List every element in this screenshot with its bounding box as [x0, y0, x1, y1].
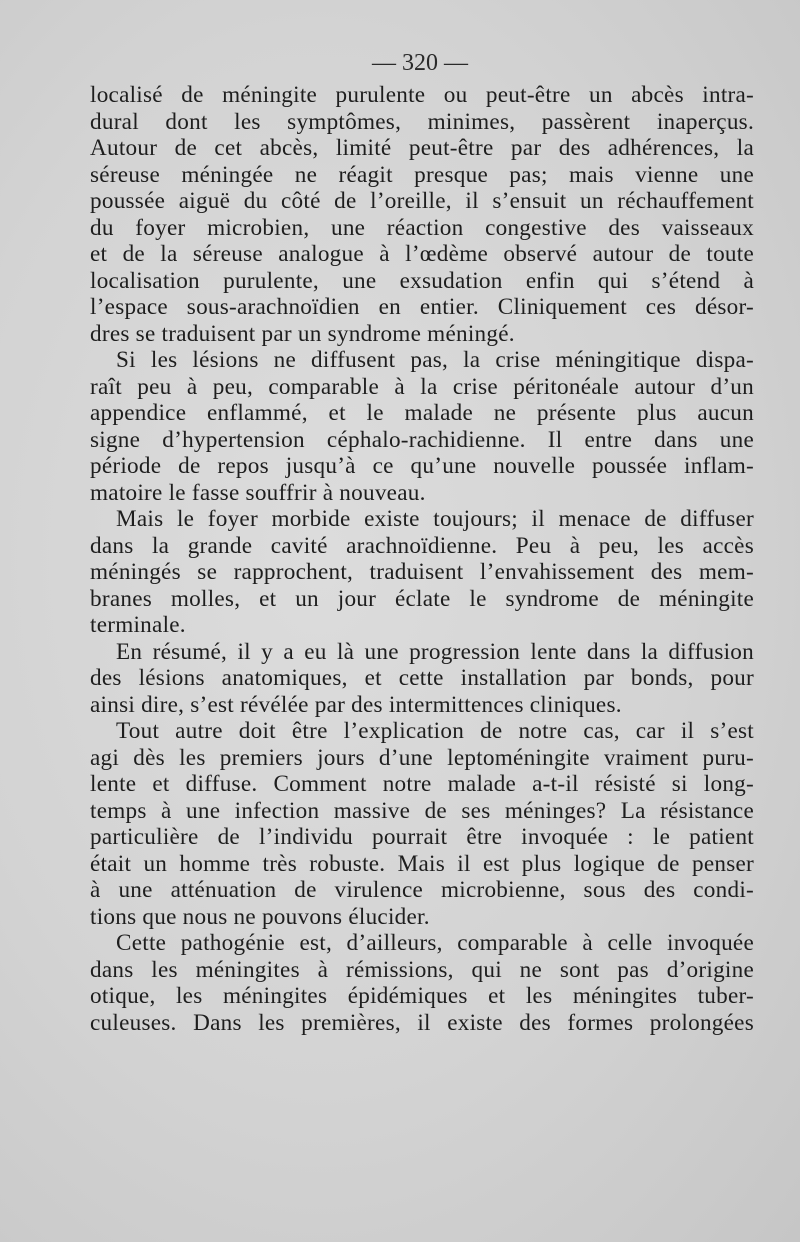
text-line: tions que nous ne pouvons élucider.	[90, 903, 430, 930]
text-line: l’espace sous-arachnoïdien en entier. Cliniquement ces désor-	[90, 294, 754, 320]
text-line: agi dès les premiers jours d’une leptoméningite vraiment puru-	[90, 744, 754, 771]
text-line: localisation purulente, une exsudation enfin qui s’étend à	[90, 267, 754, 294]
text-line: Autour de cet abcès, limité peut-être par des adhérences, la	[90, 135, 754, 161]
text-line: particulière de l’individu pourrait être invoquée : le patient	[90, 824, 754, 850]
text-line: à une atténuation de virulence microbienne, sous des condi-	[90, 877, 754, 903]
text-line: terminale.	[90, 612, 186, 638]
text-line: temps à une infection massive de ses méninges? La résistance	[90, 797, 754, 824]
paragraph-6	[90, 930, 754, 1036]
text-line: méningés se rapprochent, traduisent l’envahissement des mem-	[90, 559, 754, 585]
text-line: période de repos jusqu’à ce qu’une nouvelle poussée inflam-	[90, 453, 754, 479]
text-line: et de la séreuse analogue à l’œdème observé autour de toute	[90, 241, 754, 267]
text-line: poussée aiguë du côté de l’oreille, il s’ensuit un réchauffement	[90, 188, 754, 214]
paragraph-2	[90, 347, 754, 506]
text-line: Si les lésions ne diffusent pas, la crise méningitique dispa-	[116, 347, 754, 373]
text-line: dres se traduisent par un syndrome méningé.	[90, 320, 515, 347]
paragraph-3	[90, 506, 754, 639]
body-text	[90, 82, 754, 1036]
text-line: signe d’hypertension céphalo-rachidienne. Il entre dans une	[90, 426, 754, 453]
text-line: séreuse méningée ne réagit presque pas; mais vienne une	[90, 161, 754, 188]
text-line: était un homme très robuste. Mais il est plus logique de penser	[90, 850, 754, 877]
text-line: des lésions anatomiques, et cette installation par bonds, pour	[90, 665, 754, 691]
text-line: Tout autre doit être l’explication de notre cas, car il s’est	[116, 718, 754, 744]
paragraph-5	[90, 718, 754, 930]
text-line: appendice enflammé, et le malade ne présente plus aucun	[90, 400, 754, 426]
text-line: localisé de méningite purulente ou peut-être un abcès intra-	[90, 82, 754, 108]
text-line: lente et diffuse. Comment notre malade a-t-il résisté si long-	[90, 771, 754, 797]
text-line: dans la grande cavité arachnoïdienne. Peu à peu, les accès	[90, 532, 754, 559]
text-line: Cette pathogénie est, d’ailleurs, comparable à celle invoquée	[116, 930, 754, 956]
text-line: Mais le foyer morbide existe toujours; il menace de diffuser	[116, 506, 754, 532]
text-line: otique, les méningites épidémiques et les méningites tuber-	[90, 983, 754, 1009]
text-line: dural dont les symptômes, minimes, passèrent inaperçus.	[90, 108, 754, 135]
text-line: du foyer microbien, une réaction congestive des vaisseaux	[90, 214, 754, 241]
text-line: branes molles, et un jour éclate le syndrome de méningite	[90, 585, 754, 612]
text-line: matoire le fasse souffrir à nouveau.	[90, 479, 426, 506]
page-number: — 320 —	[372, 50, 468, 76]
paragraph-4	[90, 639, 754, 719]
text-line: culeuses. Dans les premières, il existe des formes prolongées	[90, 1009, 754, 1036]
text-line: ainsi dire, s’est révélée par des intermittences cliniques.	[90, 691, 622, 718]
paragraph-1	[90, 82, 754, 347]
text-line: En résumé, il y a eu là une progression lente dans la diffusion	[116, 638, 754, 665]
text-line: raît peu à peu, comparable à la crise péritonéale autour d’un	[90, 373, 754, 400]
text-line: dans les méningites à rémissions, qui ne sont pas d’origine	[90, 956, 754, 983]
